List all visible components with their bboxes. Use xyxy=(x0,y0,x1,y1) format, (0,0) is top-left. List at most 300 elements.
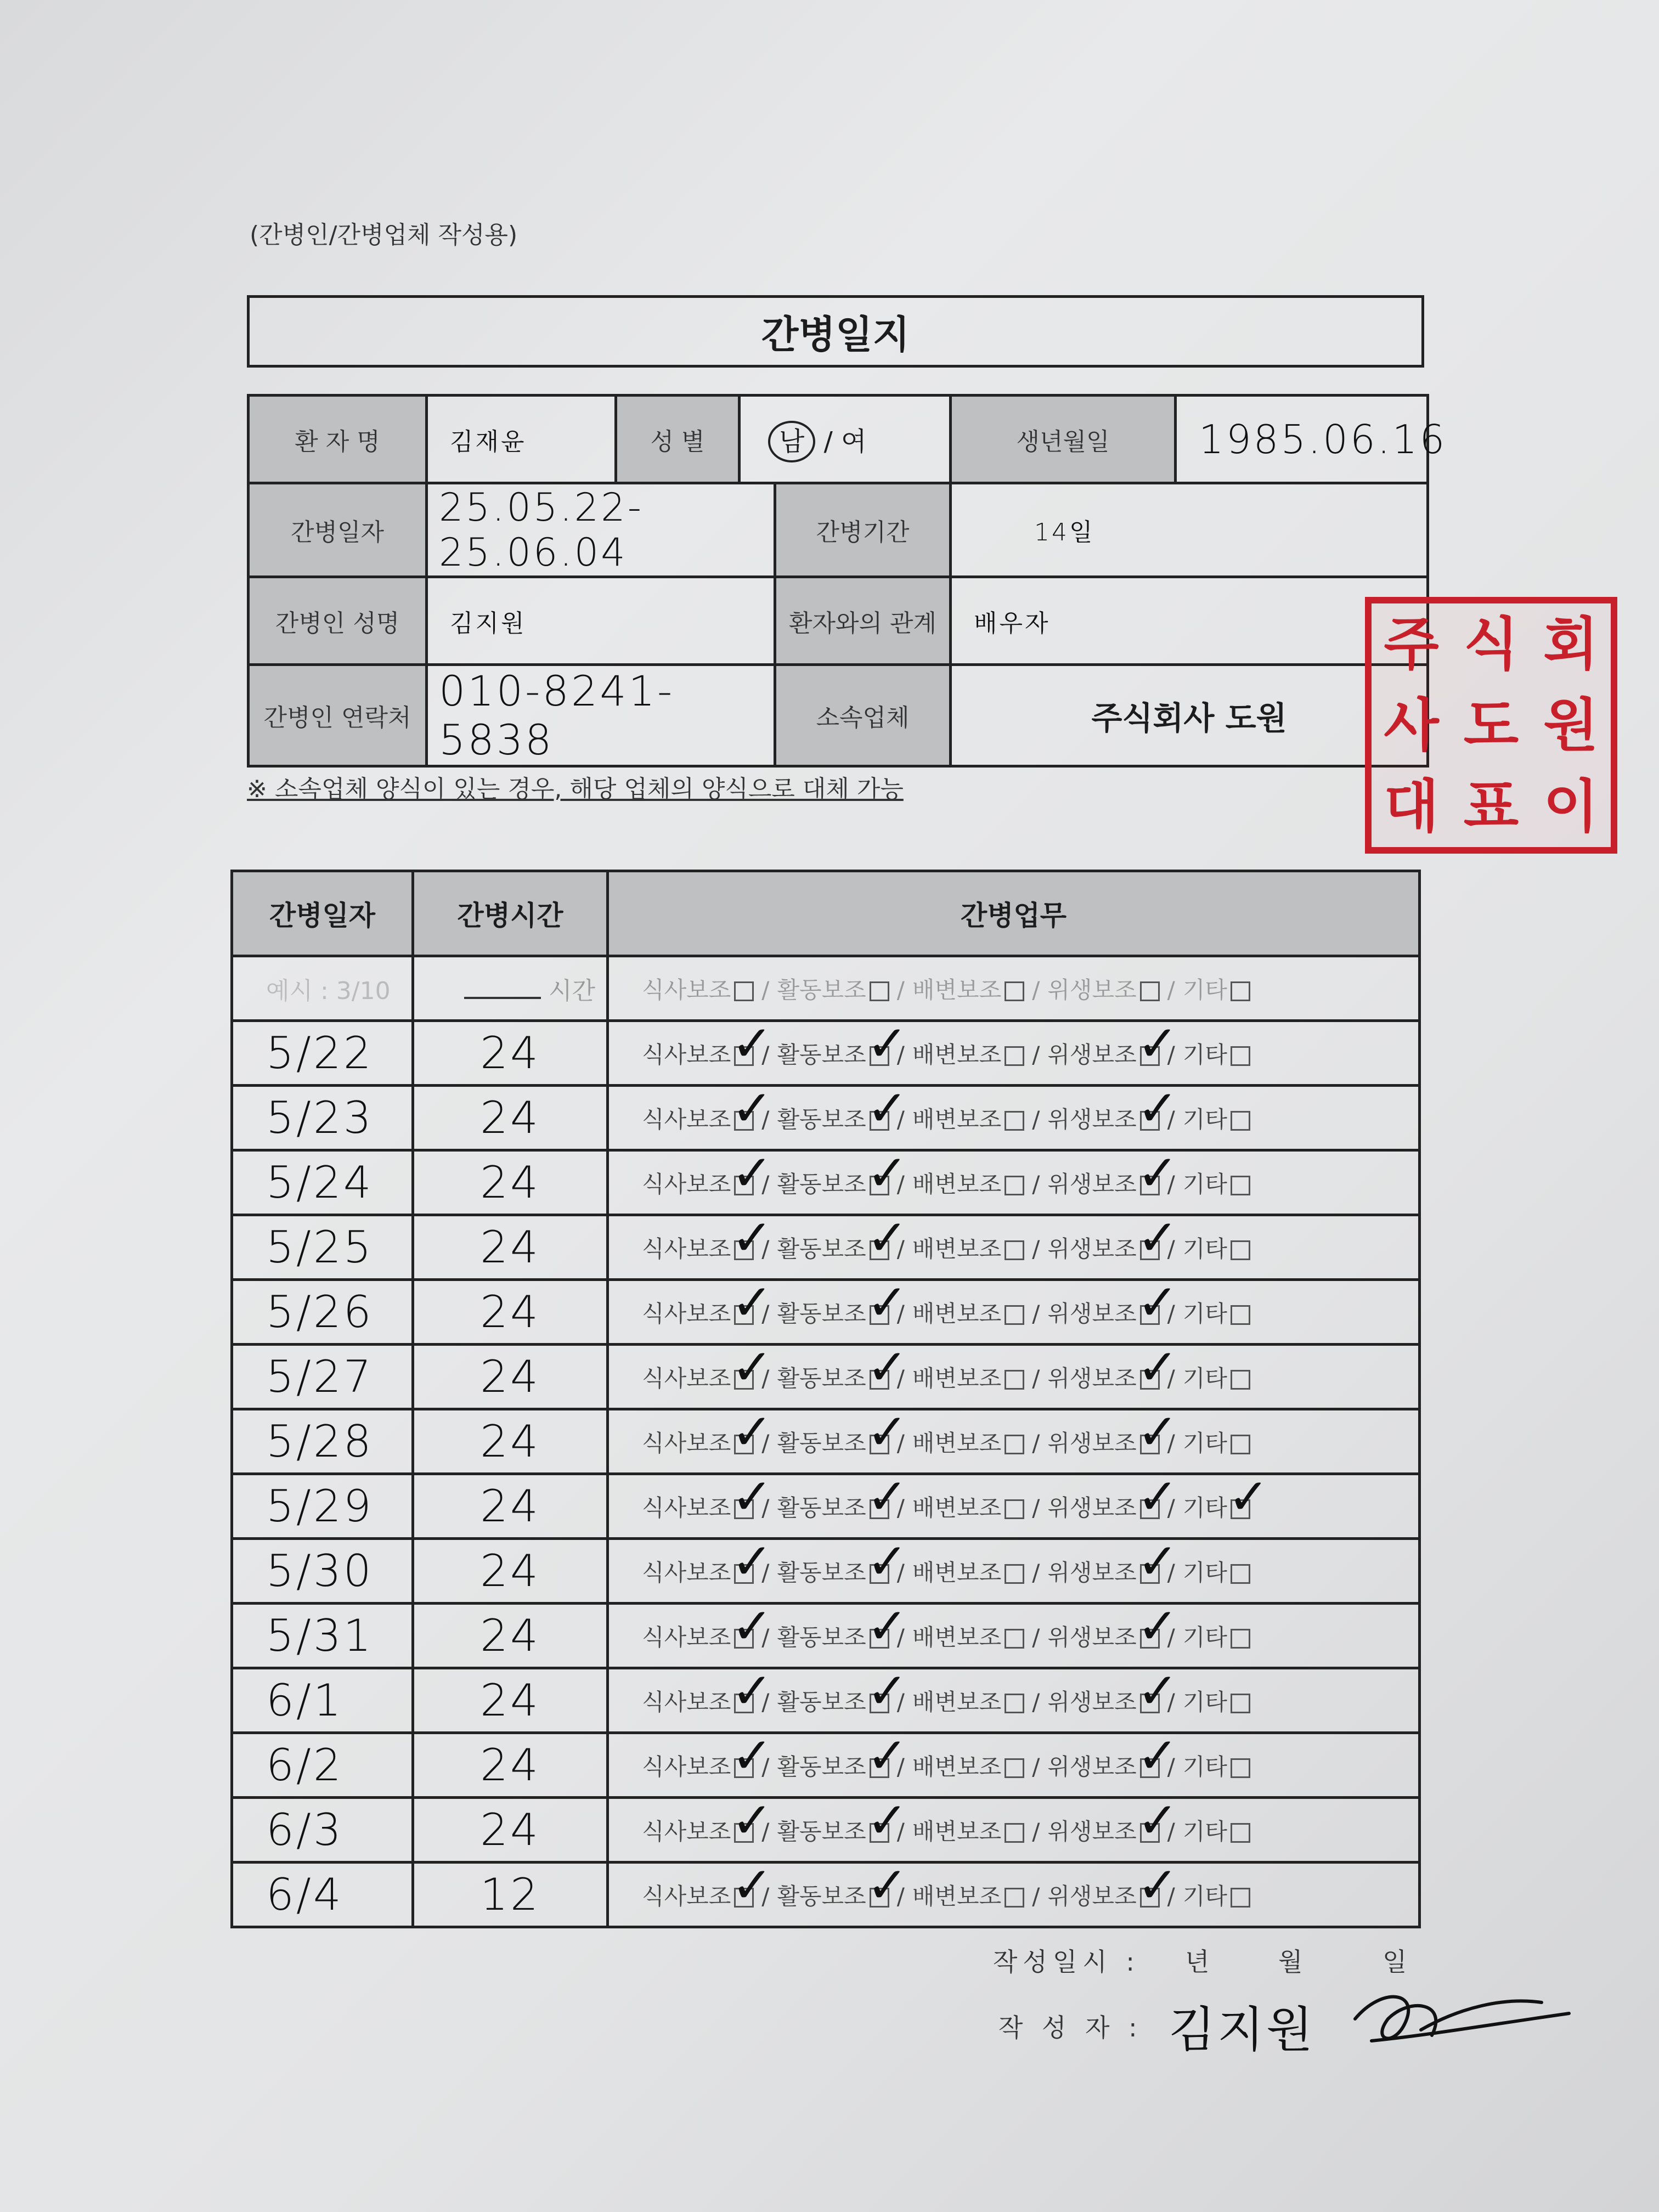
task-checkbox[interactable] xyxy=(1140,1694,1160,1713)
log-hours: 24 xyxy=(413,1409,608,1474)
task-checkbox[interactable] xyxy=(1231,981,1250,1001)
task-separator: / xyxy=(896,1623,905,1651)
company-value: 주식회사 도원 xyxy=(951,665,1428,766)
task-checkbox[interactable] xyxy=(734,1823,754,1843)
task-checkbox[interactable] xyxy=(870,1888,889,1908)
log-hours: 24 xyxy=(413,1539,608,1604)
example-hours xyxy=(413,956,608,1021)
task-label: 기타 xyxy=(1182,1170,1227,1198)
task-checkbox[interactable] xyxy=(1231,1176,1250,1195)
task-label: 위생보조 xyxy=(1047,1170,1137,1198)
seal-char: 표 xyxy=(1463,773,1519,840)
task-checkbox[interactable] xyxy=(1231,1240,1250,1260)
company-label: 소속업체 xyxy=(775,665,951,766)
task-2 xyxy=(912,1814,1024,1847)
task-checkbox[interactable] xyxy=(1140,1111,1160,1131)
log-date: 6/3 xyxy=(232,1798,413,1863)
task-3 xyxy=(1047,1102,1159,1135)
seal-char: 이 xyxy=(1543,773,1599,840)
log-hours: 24 xyxy=(413,1604,608,1668)
log-tasks xyxy=(608,1345,1420,1409)
task-2 xyxy=(912,1037,1024,1070)
task-checkbox[interactable] xyxy=(734,1111,754,1131)
task-separator: / xyxy=(761,1170,770,1198)
written-day: 일 xyxy=(1383,1947,1413,1977)
task-checkbox[interactable] xyxy=(1005,1240,1024,1260)
task-label: 배변보조 xyxy=(912,1364,1002,1392)
task-checkbox[interactable] xyxy=(1140,1499,1160,1519)
task-separator: / xyxy=(1032,1753,1040,1780)
task-separator: / xyxy=(1167,1688,1175,1716)
log-hours: 24 xyxy=(413,1733,608,1798)
task-checkbox[interactable] xyxy=(870,1564,889,1584)
task-separator: / xyxy=(1032,1105,1040,1133)
task-separator: / xyxy=(1032,1170,1040,1198)
task-label: 식사보조 xyxy=(642,1882,731,1910)
task-label: 배변보조 xyxy=(912,1753,1002,1780)
task-label: 위생보조 xyxy=(1047,1494,1137,1521)
gender-label: 성 별 xyxy=(616,396,740,483)
task-label: 활동보조 xyxy=(777,1041,866,1068)
task-label: 위생보조 xyxy=(1047,1818,1137,1845)
birth-value: 1985.06.16 xyxy=(1176,396,1428,483)
col-header-hours: 간병시간 xyxy=(413,871,608,956)
task-checkbox[interactable] xyxy=(734,1629,754,1649)
seal-char: 회 xyxy=(1543,611,1599,678)
task-checkbox[interactable] xyxy=(1231,1305,1250,1325)
task-label: 위생보조 xyxy=(1047,1300,1137,1327)
task-separator: / xyxy=(896,1364,905,1392)
task-checkbox[interactable] xyxy=(734,1435,754,1454)
task-checkbox[interactable] xyxy=(870,1435,889,1454)
task-label: 배변보조 xyxy=(912,976,1002,1003)
log-tasks xyxy=(608,1150,1420,1215)
contact-label: 간병인 연락처 xyxy=(249,665,427,766)
task-checkbox[interactable] xyxy=(870,1046,889,1066)
care-date-label: 간병일자 xyxy=(249,483,427,577)
log-row xyxy=(232,1863,1420,1927)
task-label: 기타 xyxy=(1182,1818,1227,1845)
task-checkbox[interactable] xyxy=(1005,981,1024,1001)
task-checkbox[interactable] xyxy=(1005,1499,1024,1519)
task-1 xyxy=(777,1620,889,1652)
task-checkbox[interactable] xyxy=(870,1629,889,1649)
task-separator: / xyxy=(1167,976,1175,1003)
form-usage-caption: (간병인/간병업체 작성용) xyxy=(250,221,518,249)
task-checkbox[interactable] xyxy=(734,1758,754,1778)
task-separator: / xyxy=(761,1688,770,1716)
task-4 xyxy=(1183,1231,1250,1264)
task-separator: / xyxy=(896,1753,905,1780)
patient-info-table xyxy=(247,394,1447,768)
task-separator: / xyxy=(761,1818,770,1845)
task-4 xyxy=(1183,1037,1250,1070)
task-2 xyxy=(912,1102,1024,1135)
task-label: 위생보조 xyxy=(1047,976,1137,1003)
task-4 xyxy=(1183,1620,1250,1652)
task-checkbox[interactable] xyxy=(1140,1046,1160,1066)
task-2 xyxy=(912,1878,1024,1911)
form-title: 간병일지 xyxy=(247,295,1424,368)
task-1 xyxy=(777,1037,889,1070)
task-1 xyxy=(777,1231,889,1264)
task-separator: / xyxy=(1032,1623,1040,1651)
log-date: 5/25 xyxy=(232,1215,413,1280)
task-label: 활동보조 xyxy=(777,1623,866,1651)
log-row xyxy=(232,1021,1420,1086)
task-3 xyxy=(1047,1684,1159,1717)
task-separator: / xyxy=(1032,1818,1040,1845)
task-checkbox[interactable] xyxy=(1140,1370,1160,1390)
task-separator: / xyxy=(1167,1170,1175,1198)
task-0 xyxy=(642,1684,754,1717)
task-label: 위생보조 xyxy=(1047,1429,1137,1457)
task-separator: / xyxy=(761,1041,770,1068)
task-label: 활동보조 xyxy=(777,976,866,1003)
seal-char: 주 xyxy=(1384,611,1439,678)
log-row xyxy=(232,1409,1420,1474)
log-date: 5/28 xyxy=(232,1409,413,1474)
task-checkbox[interactable] xyxy=(1231,1758,1250,1778)
task-1 xyxy=(777,1166,889,1199)
task-4 xyxy=(1183,1749,1250,1782)
task-checkbox[interactable] xyxy=(1005,1111,1024,1131)
task-label: 활동보조 xyxy=(777,1494,866,1521)
log-hours: 24 xyxy=(413,1345,608,1409)
task-0 xyxy=(642,1878,754,1911)
task-checkbox[interactable] xyxy=(1231,1823,1250,1843)
task-checkbox[interactable] xyxy=(734,1305,754,1325)
gender-field xyxy=(740,396,951,483)
log-date: 5/27 xyxy=(232,1345,413,1409)
task-separator: / xyxy=(1167,1753,1175,1780)
task-separator: / xyxy=(761,1105,770,1133)
task-0 xyxy=(642,1296,754,1329)
task-checkbox[interactable] xyxy=(870,1111,889,1131)
task-checkbox[interactable] xyxy=(1005,1888,1024,1908)
task-checkbox[interactable] xyxy=(1231,1499,1250,1519)
task-label: 식사보조 xyxy=(642,1818,731,1845)
log-date: 5/24 xyxy=(232,1150,413,1215)
task-1 xyxy=(777,1490,889,1523)
log-row xyxy=(232,1150,1420,1215)
task-label: 식사보조 xyxy=(642,1105,731,1133)
care-date-value: 25.05.22-25.06.04 xyxy=(427,483,775,577)
task-label: 식사보조 xyxy=(642,1041,731,1068)
task-label: 활동보조 xyxy=(777,1429,866,1457)
task-label: 배변보조 xyxy=(912,1559,1002,1586)
task-checkbox[interactable] xyxy=(870,1305,889,1325)
task-label: 위생보조 xyxy=(1047,1882,1137,1910)
birth-label: 생년월일 xyxy=(951,396,1176,483)
task-checkbox[interactable] xyxy=(734,1499,754,1519)
task-0 xyxy=(642,1037,754,1070)
task-separator: / xyxy=(761,1364,770,1392)
task-0 xyxy=(642,1166,754,1199)
task-3 xyxy=(1047,1620,1159,1652)
task-4 xyxy=(1183,972,1250,1005)
log-date: 5/29 xyxy=(232,1474,413,1539)
caregiver-name-value: 김지원 xyxy=(427,577,775,665)
task-separator: / xyxy=(1032,1882,1040,1910)
task-label: 활동보조 xyxy=(777,1105,866,1133)
task-label: 배변보조 xyxy=(912,1623,1002,1651)
task-2 xyxy=(912,1555,1024,1588)
task-separator: / xyxy=(896,1429,905,1457)
task-0 xyxy=(642,1425,754,1458)
task-separator: / xyxy=(1167,1429,1175,1457)
task-checkbox[interactable] xyxy=(734,1888,754,1908)
task-1 xyxy=(777,1296,889,1329)
task-checkbox[interactable] xyxy=(1231,1046,1250,1066)
log-tasks xyxy=(608,1474,1420,1539)
task-4 xyxy=(1183,1814,1250,1847)
task-2 xyxy=(912,1166,1024,1199)
task-separator: / xyxy=(1032,1429,1040,1457)
task-label: 배변보조 xyxy=(912,1105,1002,1133)
col-header-date: 간병일자 xyxy=(232,871,413,956)
log-hours: 24 xyxy=(413,1668,608,1733)
task-3 xyxy=(1047,1490,1159,1523)
task-separator: / xyxy=(1167,1041,1175,1068)
task-label: 활동보조 xyxy=(777,1818,866,1845)
log-date: 6/4 xyxy=(232,1863,413,1927)
task-checkbox[interactable] xyxy=(1140,1240,1160,1260)
log-tasks xyxy=(608,1604,1420,1668)
task-separator: / xyxy=(896,976,905,1003)
task-4 xyxy=(1183,1490,1250,1523)
task-label: 활동보조 xyxy=(777,1753,866,1780)
task-separator: / xyxy=(1167,1494,1175,1521)
task-checkbox[interactable] xyxy=(1005,1176,1024,1195)
task-1 xyxy=(777,1814,889,1847)
task-separator: / xyxy=(896,1688,905,1716)
task-checkbox[interactable] xyxy=(1140,1176,1160,1195)
log-row xyxy=(232,1604,1420,1668)
task-2 xyxy=(912,1749,1024,1782)
log-date: 5/22 xyxy=(232,1021,413,1086)
task-label: 배변보조 xyxy=(912,1494,1002,1521)
task-1 xyxy=(777,1555,889,1588)
task-checkbox[interactable] xyxy=(1005,1823,1024,1843)
task-label: 활동보조 xyxy=(777,1235,866,1262)
task-label: 식사보조 xyxy=(642,1170,731,1198)
task-0 xyxy=(642,972,754,1005)
task-separator: / xyxy=(1032,1559,1040,1586)
task-checkbox[interactable] xyxy=(1231,1888,1250,1908)
company-seal xyxy=(1365,597,1617,854)
task-separator: / xyxy=(1032,1364,1040,1392)
task-2 xyxy=(912,1684,1024,1717)
relation-value: 배우자 xyxy=(951,577,1428,665)
task-3 xyxy=(1047,1166,1159,1199)
example-date: 예시 : 3/10 xyxy=(232,956,413,1021)
task-separator: / xyxy=(761,1494,770,1521)
log-hours: 24 xyxy=(413,1215,608,1280)
author-label: 작 성 자 : xyxy=(998,2013,1143,2042)
log-row xyxy=(232,1215,1420,1280)
task-label: 배변보조 xyxy=(912,1300,1002,1327)
task-0 xyxy=(642,1814,754,1847)
task-separator: / xyxy=(896,1105,905,1133)
task-separator: / xyxy=(1167,1559,1175,1586)
task-separator: / xyxy=(1032,976,1040,1003)
task-checkbox[interactable] xyxy=(870,981,889,1001)
task-4 xyxy=(1183,1555,1250,1588)
log-hours: 12 xyxy=(413,1863,608,1927)
task-0 xyxy=(642,1555,754,1588)
task-label: 기타 xyxy=(1182,1041,1227,1068)
task-checkbox[interactable] xyxy=(1005,1305,1024,1325)
task-separator: / xyxy=(1167,1364,1175,1392)
task-checkbox[interactable] xyxy=(1005,1629,1024,1649)
task-1 xyxy=(777,1878,889,1911)
task-checkbox[interactable] xyxy=(1005,1564,1024,1584)
task-separator: / xyxy=(761,1753,770,1780)
task-label: 기타 xyxy=(1182,1753,1227,1780)
task-checkbox[interactable] xyxy=(1231,1370,1250,1390)
log-hours: 24 xyxy=(413,1280,608,1345)
task-checkbox[interactable] xyxy=(734,1564,754,1584)
task-checkbox[interactable] xyxy=(1231,1564,1250,1584)
care-period-value: 14일 xyxy=(951,483,1428,577)
task-separator: / xyxy=(1032,1494,1040,1521)
task-label: 위생보조 xyxy=(1047,1753,1137,1780)
gender-male-option: 남 xyxy=(768,421,815,462)
task-1 xyxy=(777,1684,889,1717)
seal-char: 사 xyxy=(1384,692,1439,759)
task-checkbox[interactable] xyxy=(870,1694,889,1713)
written-month: 월 xyxy=(1278,1947,1308,1977)
author-name: 김지원 xyxy=(1169,2001,1316,2058)
seal-char: 식 xyxy=(1463,611,1519,678)
gender-female-option: 여 xyxy=(841,426,867,457)
task-checkbox[interactable] xyxy=(1231,1694,1250,1713)
task-checkbox[interactable] xyxy=(734,1370,754,1390)
task-checkbox[interactable] xyxy=(734,981,754,1001)
task-checkbox[interactable] xyxy=(1005,1370,1024,1390)
log-date: 5/30 xyxy=(232,1539,413,1604)
task-separator: / xyxy=(761,1559,770,1586)
task-4 xyxy=(1183,1296,1250,1329)
log-hours: 24 xyxy=(413,1150,608,1215)
task-checkbox[interactable] xyxy=(1005,1758,1024,1778)
col-header-tasks: 간병업무 xyxy=(608,871,1420,956)
log-date: 5/31 xyxy=(232,1604,413,1668)
task-label: 식사보조 xyxy=(642,1364,731,1392)
task-separator: / xyxy=(1167,1818,1175,1845)
task-separator: / xyxy=(1167,1300,1175,1327)
task-checkbox[interactable] xyxy=(1231,1435,1250,1454)
log-tasks xyxy=(608,1215,1420,1280)
task-label: 활동보조 xyxy=(777,1688,866,1716)
task-label: 배변보조 xyxy=(912,1882,1002,1910)
task-0 xyxy=(642,1361,754,1393)
task-checkbox[interactable] xyxy=(1140,981,1160,1001)
task-label: 배변보조 xyxy=(912,1235,1002,1262)
task-checkbox[interactable] xyxy=(734,1046,754,1066)
task-checkbox[interactable] xyxy=(734,1240,754,1260)
task-separator: / xyxy=(761,1623,770,1651)
task-separator: / xyxy=(1032,1688,1040,1716)
task-label: 식사보조 xyxy=(642,1429,731,1457)
task-label: 활동보조 xyxy=(777,1559,866,1586)
task-label: 기타 xyxy=(1182,1300,1227,1327)
log-date: 6/1 xyxy=(232,1668,413,1733)
task-checkbox[interactable] xyxy=(1140,1823,1160,1843)
task-label: 위생보조 xyxy=(1047,1105,1137,1133)
task-label: 활동보조 xyxy=(777,1170,866,1198)
task-checkbox[interactable] xyxy=(870,1499,889,1519)
substitution-note: ※ 소속업체 양식이 있는 경우, 해당 업체의 양식으로 대체 가능 xyxy=(247,775,904,803)
task-2 xyxy=(912,1490,1024,1523)
task-1 xyxy=(777,1361,889,1393)
log-tasks xyxy=(608,1668,1420,1733)
task-4 xyxy=(1183,1166,1250,1199)
log-row xyxy=(232,1798,1420,1863)
task-checkbox[interactable] xyxy=(734,1694,754,1713)
patient-name: 김재윤 xyxy=(427,396,616,483)
task-label: 기타 xyxy=(1182,1494,1227,1521)
task-label: 식사보조 xyxy=(642,1559,731,1586)
care-period-label: 간병기간 xyxy=(775,483,951,577)
task-separator: / xyxy=(896,1882,905,1910)
task-separator: / xyxy=(1167,1235,1175,1262)
task-checkbox[interactable] xyxy=(1140,1305,1160,1325)
task-checkbox[interactable] xyxy=(1140,1435,1160,1454)
task-4 xyxy=(1183,1684,1250,1717)
task-separator: / xyxy=(896,1300,905,1327)
task-label: 식사보조 xyxy=(642,1688,731,1716)
task-checkbox[interactable] xyxy=(1140,1758,1160,1778)
task-2 xyxy=(912,1361,1024,1393)
task-checkbox[interactable] xyxy=(1005,1694,1024,1713)
task-2 xyxy=(912,1296,1024,1329)
task-3 xyxy=(1047,1425,1159,1458)
task-checkbox[interactable] xyxy=(1005,1435,1024,1454)
task-2 xyxy=(912,1425,1024,1458)
log-tasks xyxy=(608,1021,1420,1086)
task-checkbox[interactable] xyxy=(1005,1046,1024,1066)
task-checkbox[interactable] xyxy=(870,1240,889,1260)
log-tasks xyxy=(608,1280,1420,1345)
written-year: 년 xyxy=(1185,1947,1215,1977)
task-label: 배변보조 xyxy=(912,1429,1002,1457)
task-checkbox[interactable] xyxy=(734,1176,754,1195)
example-tasks xyxy=(608,956,1420,1021)
log-row xyxy=(232,1345,1420,1409)
task-checkbox[interactable] xyxy=(870,1823,889,1843)
task-checkbox[interactable] xyxy=(870,1370,889,1390)
task-label: 배변보조 xyxy=(912,1170,1002,1198)
task-separator: / xyxy=(896,1559,905,1586)
task-checkbox[interactable] xyxy=(870,1758,889,1778)
task-checkbox[interactable] xyxy=(1231,1629,1250,1649)
task-checkbox[interactable] xyxy=(1140,1629,1160,1649)
task-checkbox[interactable] xyxy=(1231,1111,1250,1131)
task-separator: / xyxy=(1167,1623,1175,1651)
task-label: 기타 xyxy=(1182,1882,1227,1910)
task-checkbox[interactable] xyxy=(870,1176,889,1195)
task-4 xyxy=(1183,1361,1250,1393)
task-label: 위생보조 xyxy=(1047,1041,1137,1068)
task-checkbox[interactable] xyxy=(1140,1564,1160,1584)
caregiver-name-label: 간병인 성명 xyxy=(249,577,427,665)
log-row xyxy=(232,1668,1420,1733)
task-label: 위생보조 xyxy=(1047,1688,1137,1716)
task-label: 위생보조 xyxy=(1047,1364,1137,1392)
task-checkbox[interactable] xyxy=(1140,1888,1160,1908)
